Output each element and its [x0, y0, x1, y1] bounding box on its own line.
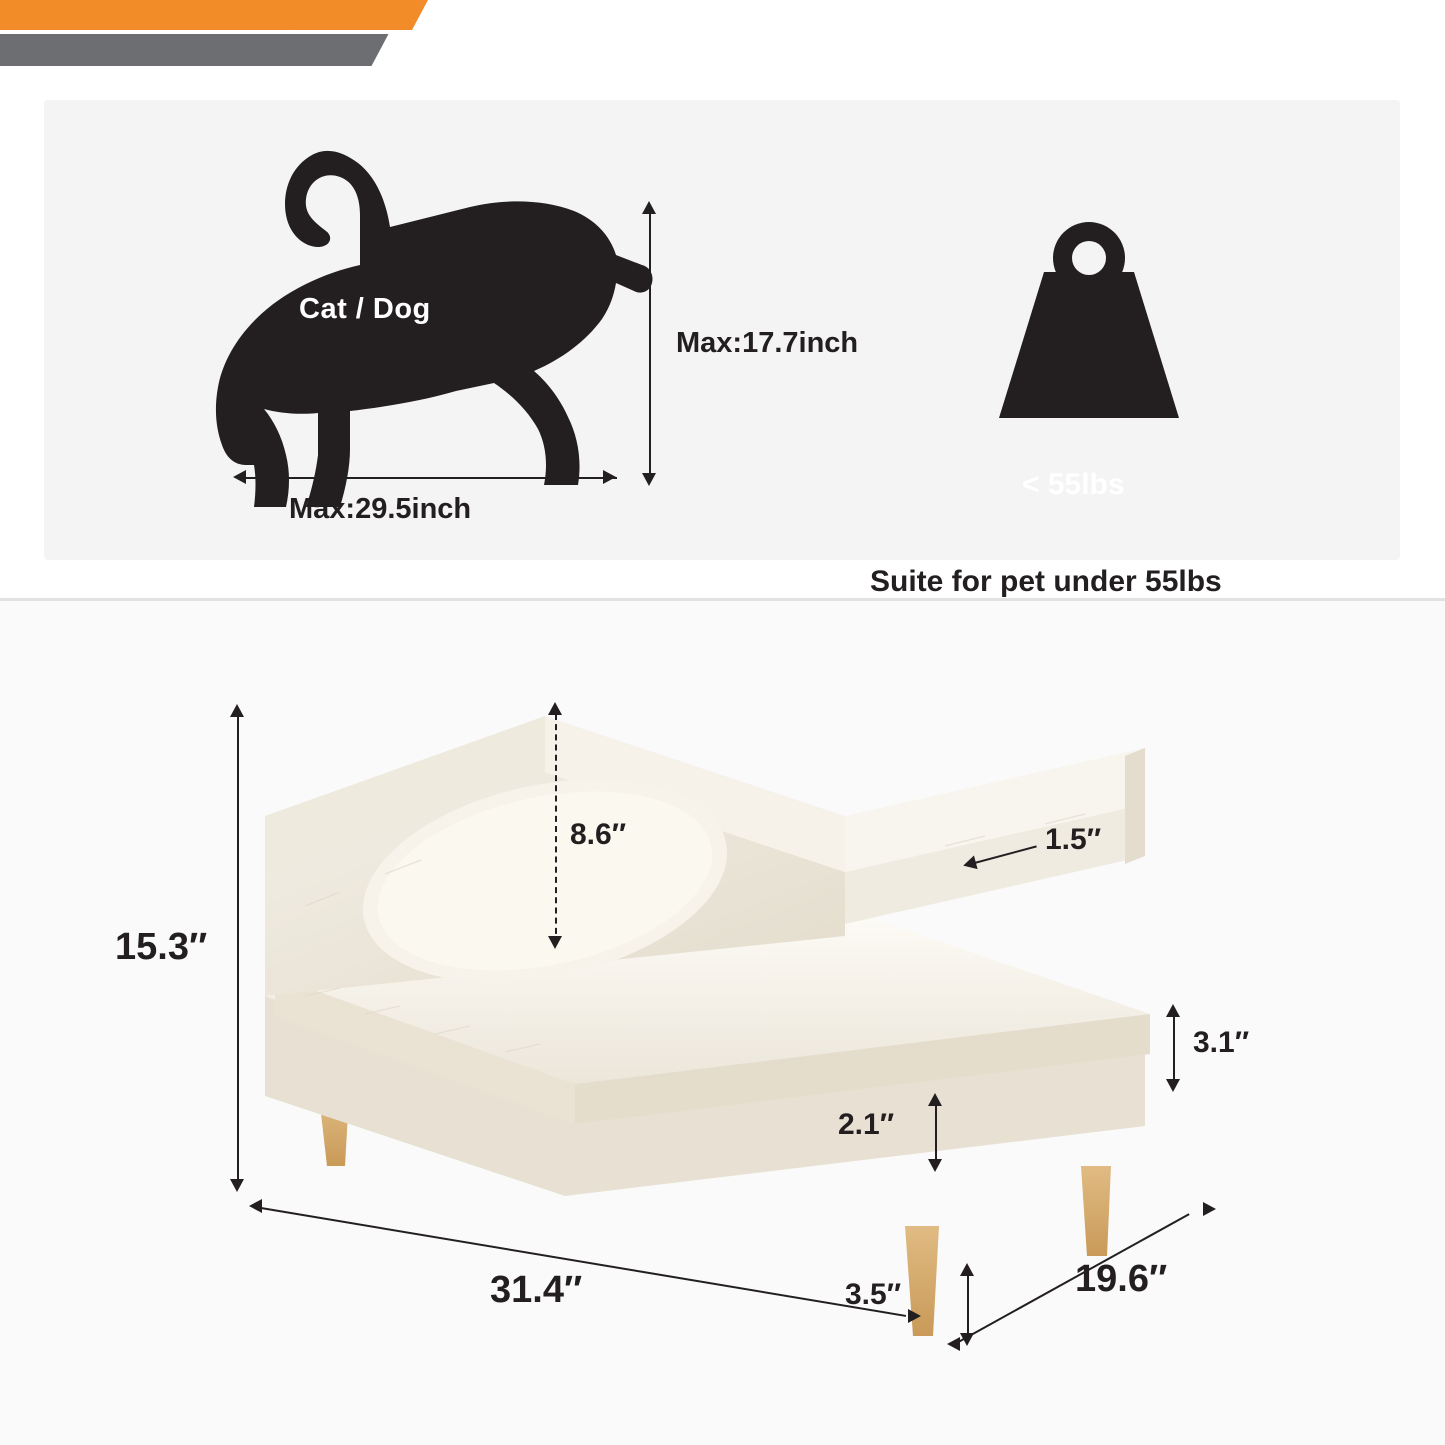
cat-height-arrow-bottom	[642, 473, 656, 486]
overall-height-label: 15.3″	[115, 926, 208, 968]
banner-gray-stripe	[0, 34, 389, 66]
weight-icon	[974, 210, 1204, 440]
weight-value-label: < 55lbs	[1022, 468, 1125, 501]
cat-height-line	[649, 207, 651, 479]
cushion-right-line	[1173, 1016, 1175, 1086]
leg-height-line	[967, 1274, 969, 1340]
weight-caption-label: Suite for pet under 55lbs	[870, 565, 1222, 598]
cushion-front-arrow-bottom	[928, 1159, 942, 1172]
pet-weight-block	[864, 210, 1314, 598]
cat-length-line	[239, 477, 617, 479]
sofa-drawing	[245, 696, 1195, 1396]
bolster-height-line	[555, 714, 557, 944]
cat-max-height-label: Max:17.7inch	[676, 327, 859, 359]
overall-depth-arrow-right	[1203, 1202, 1216, 1216]
pet-size-block	[194, 115, 859, 525]
cushion-right-arrow-bottom	[1166, 1079, 1180, 1092]
pet-spec-card	[44, 100, 1400, 598]
overall-length-arrow-left	[249, 1199, 262, 1213]
cushion-front-arrow-top	[928, 1093, 942, 1106]
bolster-height-arrow-bottom	[548, 936, 562, 949]
bolster-height-label: 8.6″	[570, 818, 627, 851]
top-banner	[0, 0, 1445, 78]
overall-length-arrow-right	[908, 1309, 921, 1323]
cat-length-arrow-right	[603, 470, 616, 484]
leg-height-label: 3.5″	[845, 1278, 902, 1311]
cushion-right-label: 3.1″	[1193, 1026, 1250, 1059]
overall-height-line	[237, 716, 239, 1186]
cat-length-arrow-left	[233, 470, 246, 484]
cushion-right-arrow-top	[1166, 1004, 1180, 1017]
cushion-front-line	[935, 1104, 937, 1166]
overall-height-arrow-bottom	[230, 1179, 244, 1192]
overall-depth-arrow-left	[947, 1337, 960, 1351]
bolster-height-arrow-top	[548, 702, 562, 715]
armrest-thickness-label: 1.5″	[1045, 823, 1102, 856]
overall-length-label: 31.4″	[490, 1269, 583, 1311]
cushion-front-label: 2.1″	[838, 1108, 895, 1141]
pet-type-label: Cat / Dog	[299, 293, 431, 325]
overall-height-arrow-top	[230, 704, 244, 717]
cat-height-arrow-top	[642, 201, 656, 214]
pet-sofa-illustration	[115, 696, 1250, 1396]
overall-depth-label: 19.6″	[1075, 1258, 1168, 1300]
leg-height-arrow-top	[960, 1263, 974, 1276]
banner-orange-stripe-second	[292, 0, 428, 30]
product-dimension-section	[0, 601, 1445, 1445]
cat-max-length-label: Max:29.5inch	[289, 493, 472, 525]
